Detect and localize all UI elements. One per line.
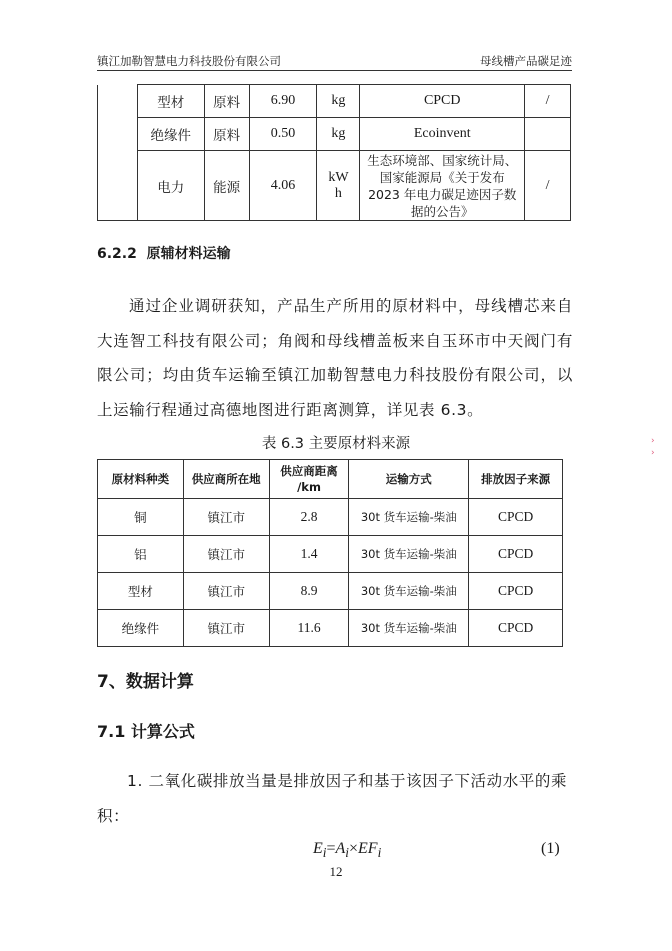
eq-symbol-a: A bbox=[335, 840, 346, 857]
material-name: 电力 bbox=[137, 151, 204, 221]
table-caption: 表 6.3 主要原材料来源 bbox=[261, 436, 411, 452]
transport: 30t 货车运输-柴油 bbox=[349, 536, 469, 573]
factor-source: CPCD bbox=[469, 536, 563, 573]
col-header: 运输方式 bbox=[349, 460, 469, 499]
location: 镇江市 bbox=[183, 573, 269, 610]
material-value: 4.06 bbox=[249, 151, 317, 221]
eq-symbol-e: E bbox=[313, 840, 323, 857]
paragraph-text: 1. 二氧化碳排放当量是排放因子和基于该因子下活动水平的乘积： bbox=[97, 772, 568, 825]
margin-mark: › bbox=[651, 436, 655, 446]
material-category: 原料 bbox=[204, 118, 249, 151]
material: 铝 bbox=[98, 536, 184, 573]
source-line: 生态环境部、国家统计局、 bbox=[367, 152, 518, 168]
unit-line: h bbox=[334, 185, 342, 201]
material-note: / bbox=[525, 151, 571, 221]
section-title: 原辅材料运输 bbox=[146, 246, 231, 262]
col-header-line: /km bbox=[297, 480, 321, 494]
equation bbox=[313, 840, 381, 861]
transport: 30t 货车运输-柴油 bbox=[349, 499, 469, 536]
emission-factor-table-continued bbox=[97, 84, 571, 221]
material-category: 原料 bbox=[204, 85, 249, 118]
paragraph-text: 通过企业调研获知，产品生产所用的原材料中，母线槽芯来自大连智工科技有限公司；角阀和母线槽盖板来自玉环市中天阀门有限公司；均由货车运输至镇江加勒智慧电力科技股份有限公司，以上运输行程通过高德地图进行距离测算，详见表 6.3。 bbox=[97, 297, 573, 419]
distance: 11.6 bbox=[269, 610, 349, 647]
material-category: 能源 bbox=[204, 151, 249, 221]
factor-source: CPCD bbox=[469, 573, 563, 610]
eq-times: × bbox=[349, 840, 359, 857]
location: 镇江市 bbox=[183, 610, 269, 647]
raw-material-source-table bbox=[97, 459, 563, 647]
material-unit bbox=[317, 151, 360, 221]
factor-source: CPCD bbox=[469, 610, 563, 647]
table-row bbox=[98, 536, 563, 573]
page-header bbox=[97, 51, 572, 71]
table-row bbox=[98, 85, 571, 118]
table-row bbox=[98, 499, 563, 536]
material: 型材 bbox=[98, 573, 184, 610]
location: 镇江市 bbox=[183, 536, 269, 573]
transport-paragraph bbox=[97, 289, 573, 427]
header-rule bbox=[97, 70, 572, 71]
material-source: Ecoinvent bbox=[360, 118, 525, 151]
margin-mark: › bbox=[651, 448, 655, 458]
header-company: 镇江加勒智慧电力科技股份有限公司 bbox=[97, 54, 281, 68]
section-number: 6.2.2 bbox=[97, 246, 137, 262]
eq-equals: = bbox=[326, 840, 336, 857]
section-heading-7: 7、数据计算 bbox=[97, 672, 194, 692]
table-cell-blank bbox=[98, 85, 138, 221]
table-header-row bbox=[98, 460, 563, 499]
material-value: 6.90 bbox=[249, 85, 317, 118]
material-unit: kg bbox=[317, 118, 360, 151]
material-name: 型材 bbox=[137, 85, 204, 118]
material: 铜 bbox=[98, 499, 184, 536]
source-line: 国家能源局《关于发布 bbox=[379, 169, 505, 185]
factor-source: CPCD bbox=[469, 499, 563, 536]
source-line: 2023 年电力碳足迹因子数 bbox=[368, 186, 517, 202]
eq-subscript: i bbox=[322, 845, 327, 861]
table-row bbox=[98, 573, 563, 610]
eq-subscript: i bbox=[345, 845, 349, 861]
transport: 30t 货车运输-柴油 bbox=[349, 610, 469, 647]
equation-number: (1) bbox=[541, 840, 560, 857]
material-source: CPCD bbox=[360, 85, 525, 118]
col-header: 排放因子来源 bbox=[469, 460, 563, 499]
col-header: 供应商所在地 bbox=[183, 460, 269, 499]
formula-paragraph bbox=[97, 764, 573, 833]
material-source bbox=[360, 151, 525, 221]
header-report-title: 母线槽产品碳足迹 bbox=[480, 54, 572, 68]
source-line: 据的公告》 bbox=[410, 203, 474, 219]
distance: 8.9 bbox=[269, 573, 349, 610]
material: 绝缘件 bbox=[98, 610, 184, 647]
material-name: 绝缘件 bbox=[137, 118, 204, 151]
transport: 30t 货车运输-柴油 bbox=[349, 573, 469, 610]
material-note bbox=[525, 118, 571, 151]
table-row bbox=[98, 610, 563, 647]
distance: 1.4 bbox=[269, 536, 349, 573]
col-header: 原材料种类 bbox=[98, 460, 184, 499]
col-header bbox=[269, 460, 349, 499]
eq-symbol-ef: EF bbox=[358, 840, 378, 857]
section-heading-6-2-2 bbox=[97, 243, 231, 263]
page-number: 12 bbox=[329, 864, 343, 879]
eq-subscript: i bbox=[377, 845, 382, 861]
distance: 2.8 bbox=[269, 499, 349, 536]
location: 镇江市 bbox=[183, 499, 269, 536]
table-row bbox=[98, 118, 571, 151]
section-heading-7-1: 7.1 计算公式 bbox=[97, 722, 195, 741]
material-unit: kg bbox=[317, 85, 360, 118]
unit-line: kW bbox=[328, 169, 349, 185]
table-row bbox=[98, 151, 571, 221]
col-header-line: 供应商距离 bbox=[280, 464, 338, 478]
material-note: / bbox=[525, 85, 571, 118]
material-value: 0.50 bbox=[249, 118, 317, 151]
